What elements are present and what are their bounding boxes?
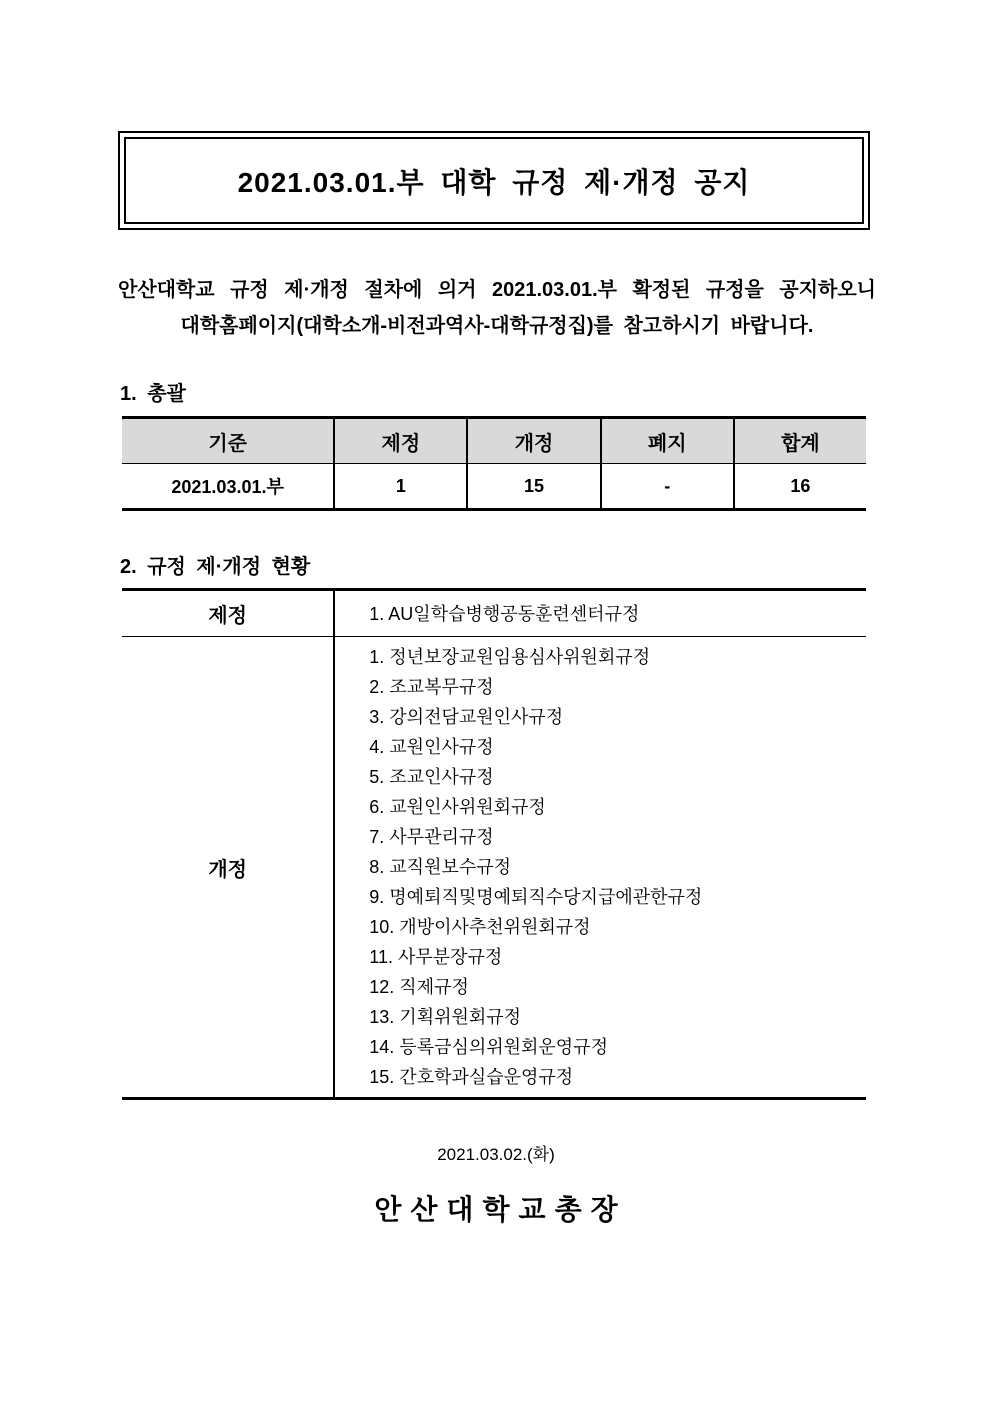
signer-title: 안산대학교총장: [374, 1194, 627, 1225]
summary-table: [122, 416, 866, 511]
notice-date: 2021.03.02.(화): [437, 1145, 555, 1164]
title-box-inner-border: [124, 137, 864, 224]
summary-header-cell: 개정: [466, 419, 599, 463]
summary-data-cell: 2021.03.01.부: [171, 477, 284, 497]
revised-items: [333, 637, 866, 1097]
list-item: 12. 직제규정: [369, 977, 469, 997]
intro-paragraph: [118, 272, 876, 344]
enacted-items: [333, 591, 866, 636]
list-item: 1. AU일학습병행공동훈련센터규정: [369, 603, 640, 624]
summary-table-header-row: [122, 419, 866, 464]
list-item: 1. 정년보장교원임용심사위원회규정: [369, 647, 651, 667]
row-label-revised: 개정: [208, 858, 247, 881]
summary-data-cell: 15: [466, 464, 599, 508]
summary-table-data-row: [122, 464, 866, 508]
summary-header-cell: 기준: [208, 432, 247, 455]
list-item: 7. 사무관리규정: [369, 827, 494, 847]
list-item: 8. 교직원보수규정: [369, 857, 512, 877]
list-item: 9. 명예퇴직및명예퇴직수당지급에관한규정: [369, 887, 703, 907]
summary-data-cell: -: [600, 464, 733, 508]
summary-header-cell: 합계: [733, 419, 866, 463]
status-table-row-enacted: [122, 591, 866, 637]
title-box: [118, 131, 870, 230]
row-label-enacted: 제정: [208, 605, 247, 627]
document-title: 2021.03.01.부 대학 규정 제·개정 공지: [237, 166, 751, 198]
list-item: 4. 교원인사규정: [369, 737, 494, 757]
summary-header-cell: 제정: [333, 419, 466, 463]
list-item: 6. 교원인사위원회규정: [369, 797, 546, 817]
status-table: [122, 588, 866, 1100]
section1-heading: 1. 총괄: [120, 383, 186, 405]
list-item: 13. 기획위원회규정: [369, 1007, 522, 1027]
list-item: 10. 개방이사추천위원회규정: [369, 917, 591, 937]
list-item: 15. 간호학과실습운영규정: [369, 1067, 574, 1087]
list-item: 3. 강의전담교원인사규정: [369, 707, 564, 727]
list-item: 11. 사무분장규정: [369, 947, 503, 967]
summary-header-cell: 폐지: [600, 419, 733, 463]
intro-line-1: 안산대학교 규정 제·개정 절차에 의거 2021.03.01.부 확정된 규정을 공지하오니: [118, 279, 876, 301]
summary-data-cell: 16: [733, 464, 866, 508]
intro-line-2: 대학홈페이지(대학소개-비전과역사-대학규정집)를 참고하시기 바랍니다.: [180, 315, 814, 337]
summary-data-cell: 1: [333, 464, 466, 508]
list-item: 5. 조교인사규정: [369, 767, 494, 787]
section2-heading: 2. 규정 제·개정 현황: [120, 556, 311, 578]
status-table-row-revised: [122, 637, 866, 1097]
list-item: 2. 조교복무규정: [369, 677, 494, 697]
list-item: 14. 등록금심의위원회운영규정: [369, 1037, 608, 1057]
